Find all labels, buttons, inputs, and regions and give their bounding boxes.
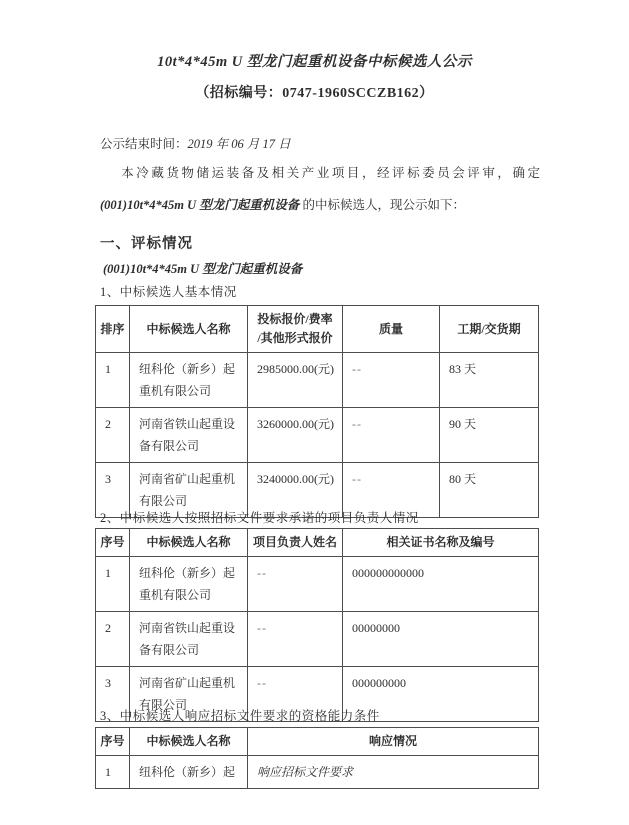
cell-manager-name: -- [248, 667, 343, 722]
document-title: 10t*4*45m U 型龙门起重机设备中标候选人公示 [157, 54, 472, 70]
cell-certificate: 00000000 [343, 612, 539, 667]
qualification-response-table [95, 727, 539, 789]
cell-manager-name: -- [248, 557, 343, 612]
cell-candidate-name: 纽科伦（新乡）起重机有限公司 [130, 557, 248, 612]
col-header-bid-price-line1: 投标报价/费率 [257, 312, 333, 326]
cell-period: 83 天 [440, 353, 539, 408]
col-header-bid-price-line2: /其他形式报价 [257, 331, 333, 345]
col-header-candidate-name: 中标候选人名称 [130, 728, 248, 756]
col-header-quality: 质量 [343, 306, 440, 353]
intro-prefix: 本冷藏货物储运装备及相关产业项目，经评标委员会评审，确定 [121, 166, 540, 180]
cell-index: 1 [96, 756, 130, 789]
cell-certificate: 000000000000 [343, 557, 539, 612]
cell-quality: -- [343, 463, 440, 518]
cell-index: 2 [96, 612, 130, 667]
cell-period: 90 天 [440, 408, 539, 463]
col-header-index: 序号 [96, 529, 130, 557]
cell-bid-price: 3260000.00(元) [248, 408, 343, 463]
col-header-rank: 排序 [96, 306, 130, 353]
cell-period: 80 天 [440, 463, 539, 518]
table-row [96, 756, 539, 789]
project-manager-table [95, 528, 539, 722]
cell-candidate-name: 纽科伦（新乡）起 [130, 756, 248, 789]
cell-bid-price: 3240000.00(元) [248, 463, 343, 518]
publicity-deadline-line [100, 134, 291, 152]
lot-heading: (001)10t*4*45m U 型龙门起重机设备 [103, 262, 303, 276]
col-header-certificate: 相关证书名称及编号 [343, 529, 539, 557]
col-header-bid-price [248, 306, 343, 353]
intro-project-emphasis: (001)10t*4*45m U 型龙门起重机设备 [100, 198, 300, 212]
col-header-manager-name: 项目负责人姓名 [248, 529, 343, 557]
cell-rank: 1 [96, 353, 130, 408]
cell-candidate-name: 河南省铁山起重设备有限公司 [130, 408, 248, 463]
cell-quality: -- [343, 353, 440, 408]
cell-rank: 3 [96, 463, 130, 518]
section-1-heading: 一、评标情况 [100, 236, 193, 252]
cell-manager-name: -- [248, 612, 343, 667]
cell-response: 响应招标文件要求 [248, 756, 539, 789]
intro-paragraph [100, 157, 540, 221]
table-row [96, 353, 539, 408]
cell-rank: 2 [96, 408, 130, 463]
col-header-index: 序号 [96, 728, 130, 756]
subsection-3-heading: 3、中标候选人响应招标文件要求的资格能力条件 [100, 709, 380, 723]
tender-number-subtitle: （招标编号：0747-1960SCCZB162） [195, 86, 434, 101]
cell-index: 1 [96, 557, 130, 612]
bid-candidates-basic-table [95, 305, 539, 518]
cell-bid-price: 2985000.00(元) [248, 353, 343, 408]
col-header-period: 工期/交货期 [440, 306, 539, 353]
col-header-candidate-name: 中标候选人名称 [130, 529, 248, 557]
table-header-row [96, 529, 539, 557]
cell-index: 3 [96, 667, 130, 722]
table-row [96, 408, 539, 463]
table-row [96, 557, 539, 612]
deadline-label: 公示结束时间： [100, 137, 188, 151]
table-header-row [96, 728, 539, 756]
col-header-candidate-name: 中标候选人名称 [130, 306, 248, 353]
cell-candidate-name: 河南省铁山起重设备有限公司 [130, 612, 248, 667]
deadline-date: 2019 年 06 月 17 日 [187, 137, 291, 151]
intro-suffix: 的中标候选人，现公示如下： [299, 198, 465, 212]
cell-candidate-name: 河南省矿山起重机有限公司 [130, 463, 248, 518]
cell-certificate: 000000000 [343, 667, 539, 722]
subsection-1-heading: 1、中标候选人基本情况 [100, 285, 237, 299]
table-row [96, 612, 539, 667]
cell-candidate-name: 纽科伦（新乡）起重机有限公司 [130, 353, 248, 408]
subsection-2-heading: 2、中标候选人按照招标文件要求承诺的项目负责人情况 [100, 511, 419, 525]
col-header-response: 响应情况 [248, 728, 539, 756]
table-header-row [96, 306, 539, 353]
cell-quality: -- [343, 408, 440, 463]
cell-candidate-name: 河南省矿山起重机有限公司 [130, 667, 248, 722]
